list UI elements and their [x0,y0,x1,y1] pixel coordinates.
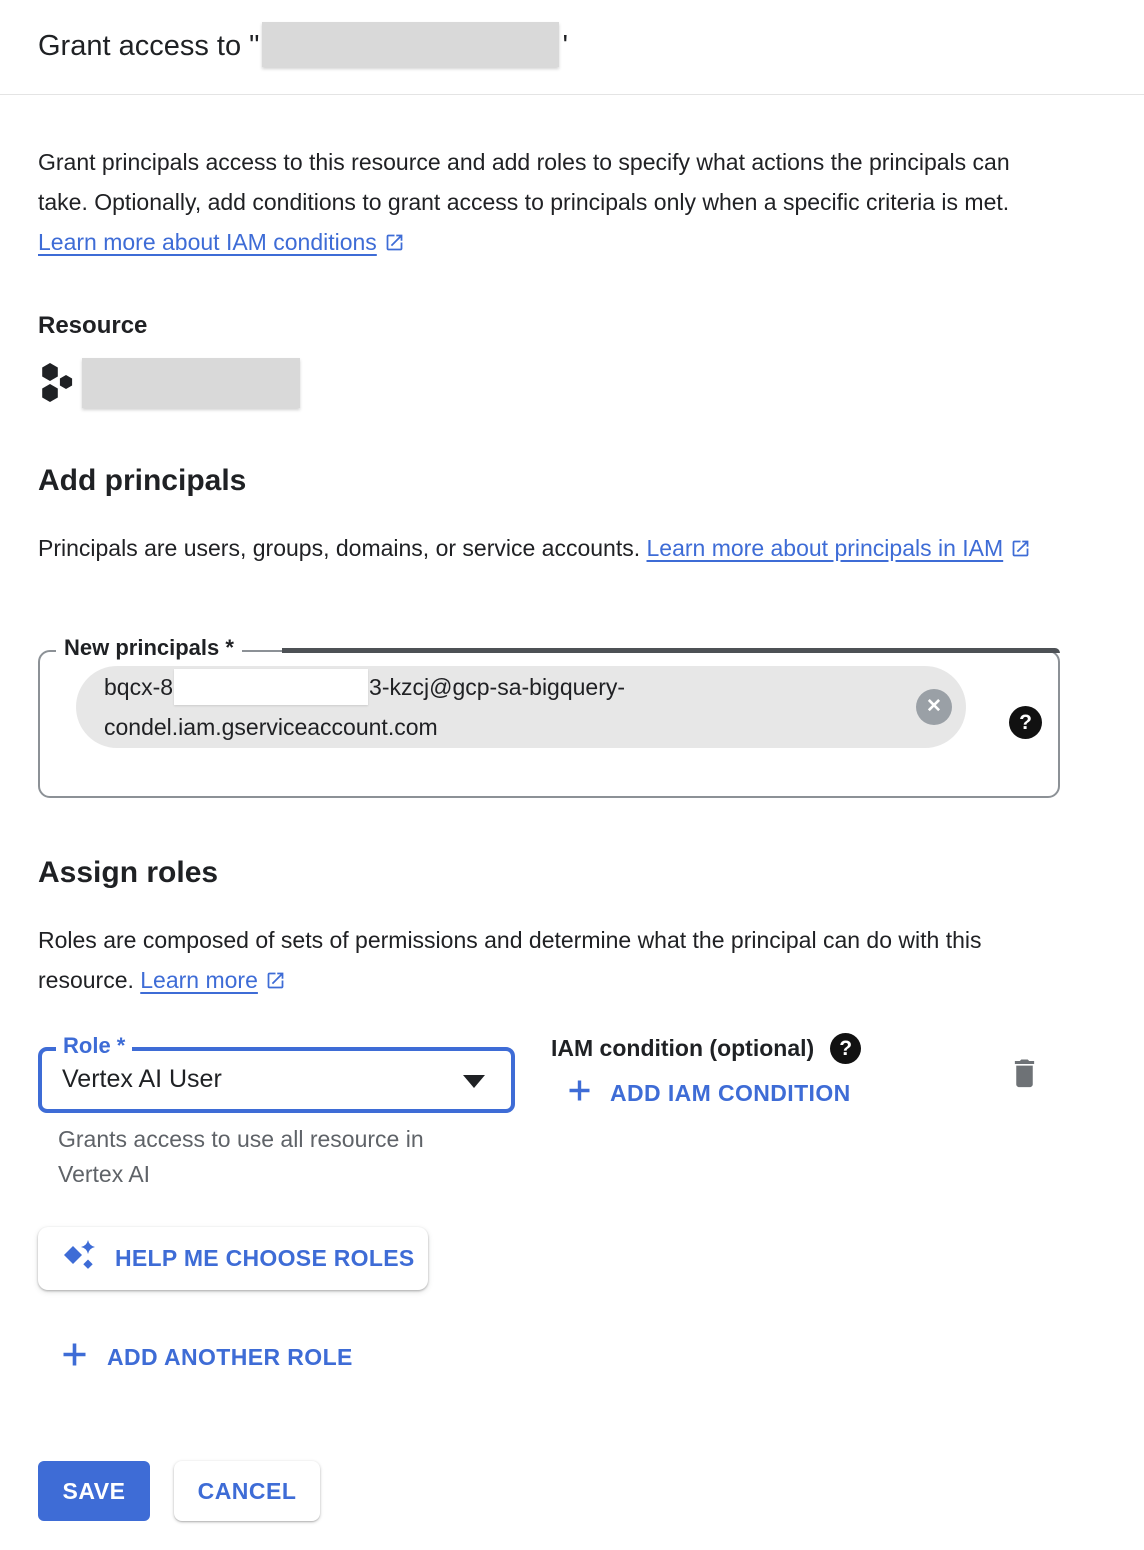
principals-help-icon[interactable] [1009,706,1042,739]
add-iam-condition-label: ADD IAM CONDITION [610,1080,851,1106]
iam-condition-header [551,1033,861,1064]
redacted-principal-block [174,669,368,705]
page-title-prefix: Grant access to " [38,30,260,62]
add-another-role-label: ADD ANOTHER ROLE [107,1344,353,1370]
cancel-button[interactable] [174,1461,320,1521]
save-button-label: SAVE [62,1477,126,1504]
add-principals-heading: Add principals [38,464,247,497]
header-divider [0,94,1144,95]
principal-chip-suffix: 3-kzcj@gcp-sa-bigquery- [369,674,626,700]
page-title [38,22,568,67]
redacted-resource-block [82,358,300,408]
principals-description [38,528,1052,568]
close-icon: ✕ [926,696,942,717]
redacted-resource-name-block [262,22,559,67]
intro-paragraph [38,142,1052,262]
external-link-icon [1010,531,1031,552]
gemini-sparkle-icon [63,1239,98,1278]
add-another-role-button[interactable] [60,1340,353,1375]
new-principals-field[interactable] [38,635,1060,798]
resource-section-label: Resource [38,312,148,339]
principal-chip-line2: condel.iam.gserviceaccount.com [104,714,438,740]
principal-chip-line1 [104,667,902,707]
roles-learn-more-link[interactable]: Learn more [140,967,258,993]
save-button[interactable] [38,1461,150,1521]
cancel-button-label: CANCEL [197,1477,297,1504]
remove-principal-button[interactable] [916,689,952,725]
add-iam-condition-button[interactable] [566,1077,851,1110]
help-me-choose-roles-button[interactable] [38,1227,428,1290]
role-select-value: Vertex AI User [62,1065,222,1093]
iam-conditions-link[interactable]: Learn more about IAM conditions [38,229,377,255]
plus-icon [60,1340,89,1375]
delete-role-button[interactable] [1008,1054,1041,1096]
intro-text: Grant principals access to this resource and add roles to specify what actions the principals can take. Optionally, add conditions to grant access to principals only when a specific criteria is met. [38,149,1010,215]
trash-icon [1008,1078,1041,1095]
chevron-down-icon [463,1075,485,1088]
plus-icon [566,1077,593,1110]
iam-condition-label: IAM condition (optional) [551,1035,815,1061]
roles-description-text: Roles are composed of sets of permissions and determine what the principal can do with this resource. [38,927,982,993]
role-select[interactable] [38,1033,515,1113]
question-mark-icon: ? [1019,710,1032,734]
assign-roles-heading: Assign roles [38,856,219,889]
external-link-icon [384,225,405,246]
principal-chip[interactable] [76,666,966,748]
help-me-choose-roles-label: HELP ME CHOOSE ROLES [115,1245,415,1271]
page-title-suffix: ' [562,30,568,62]
role-helper-text: Grants access to use all resource in Vertex AI [58,1126,424,1187]
field-top-border-segment [282,648,1060,653]
resource-hexagons-icon [38,360,76,411]
principal-chip-prefix: bqcx-8 [104,674,174,700]
role-select-label: Role * [56,1033,132,1059]
external-link-icon [265,963,286,984]
new-principals-label: New principals * [56,635,242,661]
iam-condition-help-icon[interactable] [830,1033,861,1064]
roles-description [38,920,1052,1000]
principals-iam-link[interactable]: Learn more about principals in IAM [646,535,1004,561]
principals-description-text: Principals are users, groups, domains, or service accounts. [38,535,641,561]
question-mark-icon: ? [839,1036,853,1060]
